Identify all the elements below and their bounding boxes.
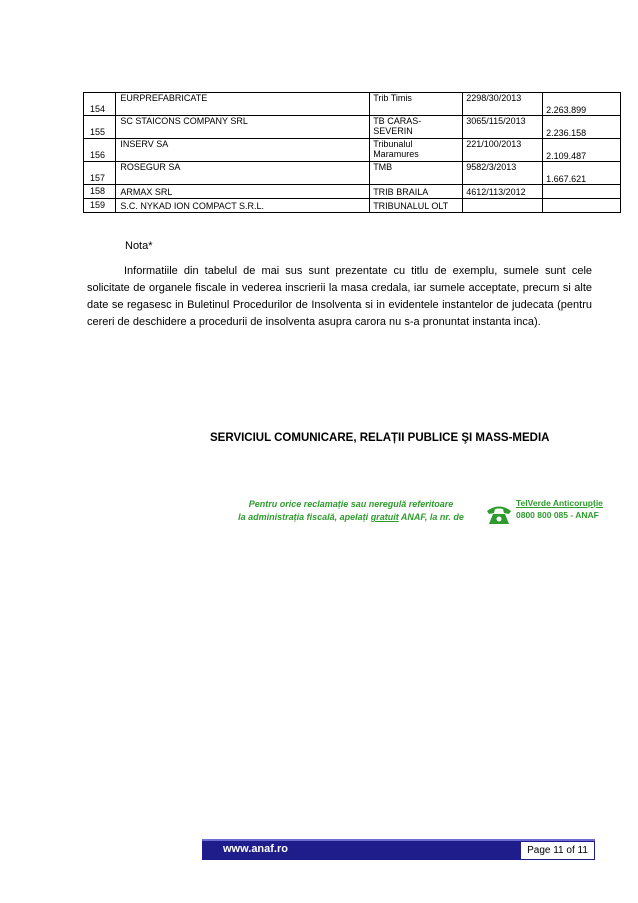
claim-amount: 2.236.158: [543, 116, 621, 139]
debtor-name: ROSEGUR SA: [116, 162, 370, 185]
row-number: 158: [84, 185, 116, 199]
note-body: [87, 263, 592, 331]
promo-line-1: Pentru orice reclamație sau neregulă referitoare: [248, 499, 454, 509]
debtors-table-body: [84, 93, 621, 213]
court-name: Trib Timis: [370, 93, 463, 116]
row-number: 155: [84, 116, 116, 139]
table-row: [84, 162, 621, 185]
file-number: 3065/115/2013: [463, 116, 543, 139]
telephone-icon: [484, 502, 514, 526]
promo-line-2-start: la administrația fiscală, apelați: [238, 512, 371, 522]
promo-line-2-end: ANAF, la nr. de: [398, 512, 464, 522]
telverde-name: TelVerde Anticorupție: [516, 498, 603, 508]
claim-amount: [543, 199, 621, 213]
file-number: 221/100/2013: [463, 139, 543, 162]
row-number: 154: [84, 93, 116, 116]
row-number: 159: [84, 199, 116, 213]
debtors-table: [83, 92, 621, 213]
court-name: Tribunalul Maramures: [370, 139, 463, 162]
anticorruption-promo: [215, 498, 487, 524]
debtor-name: SC STAICONS COMPANY SRL: [116, 116, 370, 139]
file-number: 2298/30/2013: [463, 93, 543, 116]
telverde-block: [516, 497, 603, 521]
table-row: [84, 116, 621, 139]
note-title: Nota*: [125, 240, 153, 252]
table-row: [84, 139, 621, 162]
court-name: TMB: [370, 162, 463, 185]
file-number: [463, 199, 543, 213]
court-name: TB CARAS-SEVERIN: [370, 116, 463, 139]
debtor-name: EURPREFABRICATE: [116, 93, 370, 116]
debtor-name: S.C. NYKAD ION COMPACT S.R.L.: [116, 199, 370, 213]
service-heading: SERVICIUL COMUNICARE, RELAȚII PUBLICE ŞI MASS-MEDIA: [210, 432, 550, 444]
debtor-name: INSERV SA: [116, 139, 370, 162]
table-row: [84, 199, 621, 213]
footer-bar: [202, 839, 595, 860]
claim-amount: [543, 185, 621, 199]
debtor-name: ARMAX SRL: [116, 185, 370, 199]
row-number: 156: [84, 139, 116, 162]
page-number: Page 11 of 11: [520, 841, 595, 860]
claim-amount: 1.667.621: [543, 162, 621, 185]
court-name: TRIB BRAILA: [370, 185, 463, 199]
footer-url-link[interactable]: www.anaf.ro: [223, 843, 288, 855]
row-number: 157: [84, 162, 116, 185]
note-paragraph: Informatiile din tabelul de mai sus sunt prezentate cu titlu de exemplu, sumele sunt cele solicitate de organele fiscale in vederea inscrierii la masa credala, iar sumele acceptate, precum si alte date se regasesc in Buletinul Procedurilor de Insolventa si in evidentele instantelor de judecata (pentru cereri de deschidere a procedurii de insolventa asupra carora nu s-a pronuntat instanta inca).: [87, 265, 592, 328]
file-number: 4612/113/2012: [463, 185, 543, 199]
telverde-number[interactable]: 0800 800 085 - ANAF: [516, 510, 599, 520]
promo-line-2: [215, 511, 487, 524]
promo-free-word: gratuit: [370, 512, 399, 522]
claim-amount: 2.109.487: [543, 139, 621, 162]
claim-amount: 2.263.899: [543, 93, 621, 116]
table-row: [84, 93, 621, 116]
court-name: TRIBUNALUL OLT: [370, 199, 463, 213]
file-number: 9582/3/2013: [463, 162, 543, 185]
table-row: [84, 185, 621, 199]
